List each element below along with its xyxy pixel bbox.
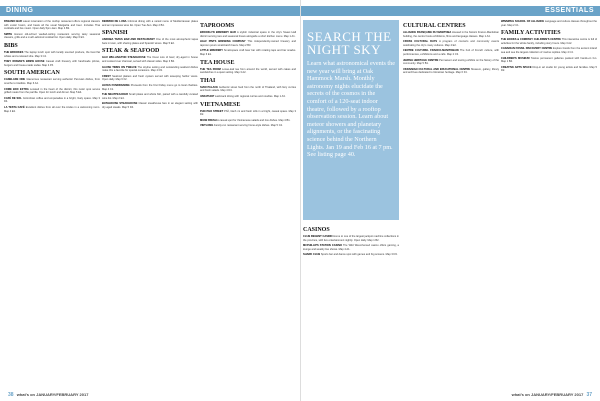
listing-body: Proceeds from the first Friday menu go to local charities. Map 4 C1. <box>102 83 198 91</box>
category-heading: BIBS <box>4 42 18 49</box>
listing-title: PANAMO BAR <box>4 20 22 23</box>
listing-entry <box>200 68 296 75</box>
page-number: 37 <box>586 392 592 398</box>
listing-body: Explore fossils from the ancient inland sea and see the largest collection of marine reptiles. Map 4 C4. <box>501 47 597 54</box>
listing-entry <box>102 38 198 45</box>
listing-entry <box>102 20 198 27</box>
listing-title: CANADIAN FOSSIL DISCOVERY CENTRE <box>501 47 553 51</box>
listing-body: Colombian coffee and empanadas in a bright, lively space. Map 3 D4. <box>4 96 100 104</box>
listing-title: SMITH <box>4 32 13 36</box>
listing-body: The skyline setting and outstanding seafood dishes make this a favorite for special occasions. Map 4 D3. <box>102 65 198 73</box>
feature-search-night-sky <box>303 20 399 220</box>
listing-body: The Wild West-themed casino offers gaming, a lounge and weekly live shows. Map 4 A1. <box>303 244 400 251</box>
category-heading: CULTURAL CENTRES <box>403 23 466 29</box>
listing-body: The finest cuts of beef, dry-aged in house and cooked over charcoal, served with classic sides. Map 3 B4. <box>102 56 198 63</box>
listing-title: CAFÉ DE SOL <box>4 96 22 100</box>
listing-entry <box>200 86 296 93</box>
listing-body: Permanent and touring exhibits on the history of the community. Map 5 B1. <box>403 58 499 66</box>
listing-body: Phở, bánh mì and fresh rolls in a bright, casual space. Map 3 D2. <box>200 109 296 117</box>
listing-entry <box>4 97 100 104</box>
listing-entry <box>501 66 597 73</box>
listing-entry <box>303 235 399 242</box>
listing-title: GAUSE TIMES ON TWELVE <box>102 65 137 69</box>
listing-entry <box>501 47 597 54</box>
listing-body: Honest old-school vaulted-ceiling restaurant serving tasty seasonal classics, grills and a much-admired cocktail list. Open daily. Map 6 E3. <box>4 32 100 40</box>
listing-entry <box>403 31 499 38</box>
listing-entry <box>4 20 100 31</box>
listing-body: Small-space craft beer bar with rotating taps and bar snacks. Map 6 E1. <box>200 49 296 56</box>
listing-title: ALLIANCE FRANÇAISE DU MANITOBA <box>403 31 452 34</box>
listing-body: Home to one of the largest jackpot machine collections in the province, with live entertainment nightly. Open daily. Map 1 B2. <box>303 235 399 242</box>
feature-body: Learn what astronomical events the new year will bring at Oak Hammock Marsh. Monthly astronomy nights elucidate the secrets of the cosmos in the comfort of a 120-seat indoor theatre, followed by a rooftop observation session. Learn about meteor showers and planetary alignments, or the fascinating science behind the Northern Lights. Jan 19 and Feb 16 at 7 pm. See listing page 40. <box>307 60 395 159</box>
listing-title: CREATIVE ARTS SPACE <box>501 65 532 69</box>
category-heading: FAMILY ACTIVITIES <box>501 30 561 37</box>
listing-entry <box>501 57 597 64</box>
listing-body: Casual craft brewery with handmade pizzas, burgers and house-made sodas. Map 4 F5. <box>4 60 100 67</box>
listing-title: TOBY ROMAN'S BREW HOUSE <box>4 60 45 64</box>
listing-body: Authentic street food from the north of Thailand, with fiery curries and fresh salads. Map 4 D4. <box>200 85 297 93</box>
footer-brand: what's on <box>511 392 530 397</box>
listing-entry <box>501 20 597 27</box>
right-column-3 <box>501 20 597 75</box>
listing-body: Sports bar and dance spot with games and big screens. Map 3 D3. <box>320 253 398 257</box>
listing-title: SHARK CLUB <box>303 253 321 257</box>
listing-entry <box>102 102 198 109</box>
listing-entry <box>4 106 100 113</box>
listing-entry <box>200 119 296 123</box>
listing-title: HAYES FUNDRAISING <box>102 83 130 87</box>
listing-entry <box>200 40 296 47</box>
listing-entry <box>303 244 399 251</box>
footer-date: JANUARY/FEBRUARY 2017 <box>36 392 89 397</box>
listing-entry <box>4 78 100 85</box>
section-header-dining: DINING <box>0 6 300 16</box>
listing-body: Seafood platters and fresh oysters served with sweeping harbor views. Open daily. Map 6 F2. <box>102 74 198 82</box>
category-heading: TAPROOMS <box>200 23 235 29</box>
left-column-3 <box>200 20 296 130</box>
listing-title: WINNIPEG SCHOOL OF ALLIANCE <box>501 20 545 23</box>
listing-body: This independently-owned brewery and taproom pours small-batch beers. Map 2 B3. <box>200 40 296 47</box>
listing-body: Laid-back dining with regional curries and noodles. Map 1 A3. <box>214 94 286 98</box>
category-heading: TEA HOUSE <box>200 59 235 66</box>
listing-entry <box>200 124 296 128</box>
listing-entry <box>200 49 296 56</box>
listing-title: BROOKLYN BREWERY BAR <box>200 31 236 34</box>
category-heading: SOUTH AMERICAN <box>4 70 60 77</box>
listing-entry <box>4 60 100 67</box>
listing-entry <box>200 31 296 38</box>
left-footer <box>6 392 88 398</box>
listing-entry <box>4 88 100 95</box>
listing-body: Latest incarnation of the rooftop restaurant offers regional classics with exotic fusion, and beats all the usual Margarita and beer. Includes Thai cocktails and live music. Open daily 5pm-1am. Map 4 B2. <box>4 20 100 31</box>
left-column-2 <box>102 20 198 112</box>
right-column-1 <box>303 224 399 259</box>
listing-title: CLUB REGENT CASINO <box>303 235 333 238</box>
listing-title: PHO PHO STREET <box>200 109 224 113</box>
listing-body: This interactive centre is full of activities for the whole family, including story hours. Map 3 A2. <box>501 38 597 45</box>
listing-title: GAU WELLINGTON STEAKHOUSE <box>102 56 146 60</box>
listing-title: THE TEA ROOM <box>200 67 221 71</box>
listing-body: Family-run restaurant serving home-style dishes. Map 5 C2. <box>214 124 283 128</box>
listing-title: CHILDREN'S MUSEUM <box>501 56 530 60</box>
listing-title: VIETLONG <box>200 124 214 128</box>
listing-title: ANDOBA TAPAS BAR AND RESTAURANT <box>102 38 155 42</box>
listing-body: A program of concerts and community events celebrating the city's many cultures. Map 4 E2. <box>403 40 500 47</box>
listing-title: DERMON DE LUNA <box>102 20 127 23</box>
listing-title: VARATHOP <box>200 94 215 98</box>
listing-entry <box>102 66 198 73</box>
listing-body: Glamorous restaurant serving authentic Peruvian dishes, from ceviche to tiraditos. Map 6 A4. <box>4 78 100 85</box>
category-heading: STEAK & SEAFOOD <box>102 48 160 55</box>
listing-title: MIAW FRESH <box>200 118 217 122</box>
feature-title: SEARCH THE NIGHT SKY <box>307 29 392 57</box>
listing-title: MCPHILLIPS STATION CASINO <box>303 244 342 248</box>
listing-title: LA TESTA CAFÉ <box>4 105 25 109</box>
listing-body: Loose-leaf tea from around the world, served with cakes and sandwiches in a quiet setting. Map 3 A2. <box>200 67 296 75</box>
listing-body: Housed in the historic Franco-Manitoban building, the centre hosts exhibitions, films and language classes. Map 1 A4. <box>403 31 499 38</box>
listing-title: UKRAINIAN CULTURAL AND EDUCATIONAL CENTRE <box>403 67 471 71</box>
listing-body: A casual spot for Vietnamese salads and rice dishes. Map 4 B1. <box>217 118 291 122</box>
listing-body: The laptop lunch spot with locally sourced produce, the best flat whites and a relaxed vibe. Map 3 C4. <box>4 50 100 58</box>
listing-entry <box>200 110 296 117</box>
listing-body: Excellent dishes from all over the Andes in a welcoming room. Map 4 E2. <box>4 105 100 113</box>
footer-brand: what's on <box>16 392 35 397</box>
right-footer <box>512 392 594 398</box>
listing-body: A stylish industrial space in the city's Sweet Hall district serving rare and seasonal brews alongside a short kitchen menu. Map 1 A1. <box>200 31 297 38</box>
listing-title: COME BOX EXTRA <box>4 87 29 91</box>
listing-body: Language and culture classes throughout the year. Map 2 C1. <box>501 20 597 27</box>
listing-body: Located in the heart of the district, this rustic spot serves grilled meats from the parrilla. Open for lunch and dinner. Map 5 E4. <box>4 87 101 95</box>
section-header-essentials: ESSENTIALS <box>301 6 600 16</box>
listing-entry <box>403 68 499 75</box>
listing-title: CROSS CULTURAL DAYS <box>403 40 438 44</box>
listing-entry <box>102 75 198 82</box>
listing-entry <box>403 40 499 47</box>
listing-entry <box>102 56 198 63</box>
listing-body: Drop-in art studio for young artists and families. Map 5 D2. <box>501 65 597 73</box>
category-heading: CASINOS <box>303 227 330 233</box>
listing-title: THE BOOKS & COMPANY CHILDREN'S CENTRE <box>501 38 561 42</box>
listing-title: LITTLE BREWERY <box>200 49 223 53</box>
page-number: 38 <box>8 392 14 398</box>
category-heading: VIETNAMESE <box>200 101 241 108</box>
right-page <box>300 0 600 401</box>
listing-body: Informal dining with a varied menu of Mediterranean plates and an impressive wine list. Open Tue-Sun. Map 2 B4. <box>102 20 198 27</box>
left-column-1 <box>4 20 100 115</box>
listing-title: CENTRE CULTUREL FRANCO-MANITOBAIN <box>403 49 459 53</box>
listing-entry <box>102 84 198 91</box>
listing-entry <box>403 49 499 56</box>
listing-entry <box>4 33 100 40</box>
listing-body: The hub of French culture, with performances, exhibitions and a café. Map 2 C3. <box>403 49 499 56</box>
listing-title: SIAM PALACE <box>200 85 218 89</box>
listing-title: THE MEATPEACKER <box>102 93 128 97</box>
category-heading: THAI <box>200 77 216 84</box>
listing-body: Classic steakhouse fare in an elegant setting with dry-aged steaks. Map 5 D4. <box>102 102 198 109</box>
listing-title: HALF PINTS BREWING COMPANY <box>200 40 246 44</box>
category-heading: SPANISH <box>102 30 128 37</box>
listing-title: CANELADE ONE <box>4 78 26 82</box>
listing-body: Small plates and whole fish, paired with a carefully curated wine list. Map 2 E4. <box>102 93 198 100</box>
listing-title: BATHHOUSE STEAKHOUSE <box>102 102 138 106</box>
listing-entry <box>200 95 296 99</box>
listing-entry <box>501 38 597 45</box>
listing-title: CREST <box>102 74 111 78</box>
listing-body: One of the most atmospheric tapas bars in town, with sharing plates and Spanish wines. Map 5 E2. <box>102 38 198 45</box>
listing-body: Museum, gallery, library and archives dedicated to Ukrainian heritage. Map 6 F4. <box>403 67 499 75</box>
listing-entry <box>303 253 399 257</box>
listing-entry <box>4 51 100 58</box>
listing-entry <box>102 93 198 100</box>
listing-entry <box>403 59 499 66</box>
listing-body: Twelve permanent galleries packed with hands-on fun. Map 1 B4. <box>501 56 597 64</box>
listing-title: JEWISH HERITAGE CENTRE <box>403 58 439 62</box>
footer-date: JANUARY/FEBRUARY 2017 <box>531 392 584 397</box>
right-column-2 <box>403 20 499 77</box>
listing-title: THE BROOKES <box>4 50 24 54</box>
